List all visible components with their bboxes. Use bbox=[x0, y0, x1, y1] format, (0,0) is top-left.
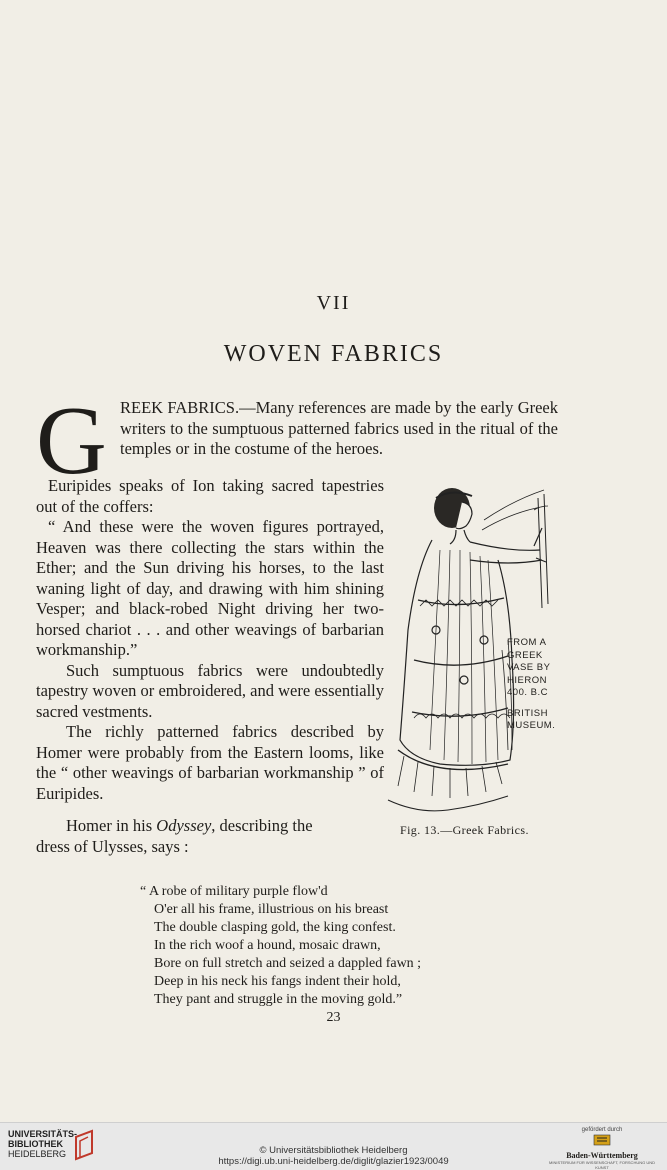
funder-name: Baden-Württemberg bbox=[566, 1151, 638, 1160]
library-logo-line: UNIVERSITÄTS- bbox=[8, 1129, 78, 1139]
paragraph-sumptuous: Such sumptuous fabrics were undoubtedly tapestry woven or embroidered, and were essentially sacred vestments. bbox=[36, 660, 384, 721]
drop-cap: G bbox=[36, 387, 107, 495]
annotation-spacer bbox=[507, 700, 577, 708]
poem-line: Bore on full stretch and seized a dappled fawn ; bbox=[154, 956, 422, 971]
annotation-line: GREEK bbox=[507, 649, 543, 661]
intro-paragraph: REEK FABRICS.—Many references are made by the early Greek writers to the sumptuous patterned fabrics used in the ritual of the temples or in the costume of the heroes. bbox=[120, 398, 558, 458]
coat-of-arms-icon bbox=[589, 1134, 615, 1146]
poem-line: The double clasping gold, the king confest. bbox=[154, 920, 396, 935]
annotation-line: FROM A bbox=[507, 637, 547, 648]
funded-by-label: gefördert durch bbox=[581, 1127, 623, 1133]
annotation-line: VASE BY bbox=[507, 662, 551, 673]
paragraph-odyssey bbox=[36, 816, 384, 857]
poem-line: They pant and struggle in the moving gold.” bbox=[154, 992, 403, 1007]
paragraph-quote: “ And these were the woven figures portrayed, Heaven was there collecting the stars within the Ether; and the Sun driving his horses, to the last waning light of day, and drawing with him shining Vesper; and black-robed Night driving her two-horsed chariot . . . and other weavings of barbarian workmanship.” bbox=[36, 517, 384, 659]
figure-caption: Fig. 13.—Greek Fabrics. bbox=[400, 823, 529, 837]
odyssey-text-a: Homer in his bbox=[66, 816, 157, 835]
odyssey-line bbox=[36, 816, 384, 837]
footer-bar bbox=[0, 1122, 667, 1170]
figure-annotation bbox=[507, 637, 577, 733]
annotation-line: MUSEUM. bbox=[507, 720, 556, 731]
ministry-name: MINISTERIUM FÜR WISSENSCHAFT, FORSCHUNG UND KUNST bbox=[549, 1160, 655, 1170]
library-logo-line: BIBLIOTHEK bbox=[8, 1139, 63, 1149]
page-number: 23 bbox=[326, 1010, 341, 1025]
annotation-line: HIERON bbox=[507, 674, 547, 686]
body-column bbox=[36, 476, 384, 804]
annotation-line: 400. B.C bbox=[507, 687, 548, 698]
chapter-title: WOVEN FABRICS bbox=[223, 341, 444, 367]
annotation-line: BRITISH bbox=[507, 707, 548, 719]
chapter-number: VII bbox=[316, 292, 351, 314]
odyssey-text-b: , describing the bbox=[211, 816, 313, 835]
poem-line: Deep in his neck his fangs indent their hold, bbox=[154, 974, 401, 989]
paragraph-homer-looms: The richly patterned fabrics described by Homer were probably from the Eastern looms, like the “ other weavings of barbarian workmanship ” of Euripides. bbox=[36, 722, 384, 803]
funder-logo[interactable] bbox=[547, 1127, 657, 1170]
poem-quote bbox=[140, 883, 540, 1009]
poem-line: O'er all his frame, illustrious on his breast bbox=[154, 902, 389, 917]
copyright-text: © Universitätsbibliothek Heidelberg bbox=[259, 1145, 408, 1156]
poem-line: “ A robe of military purple flow'd bbox=[140, 884, 328, 899]
library-logo-line: HEIDELBERG bbox=[8, 1149, 67, 1159]
odyssey-title: Odyssey bbox=[156, 816, 212, 835]
permalink[interactable]: https://digi.ub.uni-heidelberg.de/diglit/glazier1923/0049 bbox=[218, 1156, 449, 1167]
paragraph-euripides: Euripides speaks of Ion taking sacred tapestries out of the coffers: bbox=[36, 476, 384, 516]
poem-line: In the rich woof a hound, mosaic drawn, bbox=[154, 938, 381, 953]
odyssey-line-2: dress of Ulysses, says : bbox=[36, 836, 189, 856]
